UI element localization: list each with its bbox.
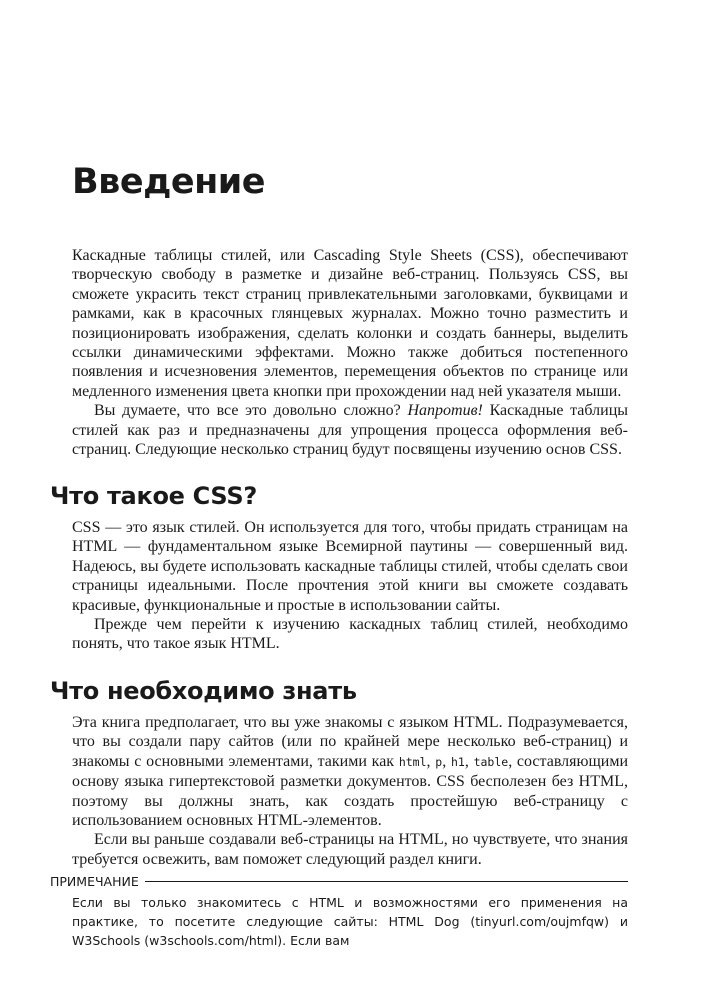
section1-text xyxy=(72,518,628,654)
code-separator: , xyxy=(426,752,436,770)
chapter-title: Введение xyxy=(72,162,266,202)
code-table: table xyxy=(473,754,509,769)
intro-p2-start: Вы думаете, что все это довольно сложно? xyxy=(94,402,408,420)
intro-paragraph-1: Каскадные таблицы стилей, или Cascading Style Sheets (CSS), обеспечивают творческую свободу в разметке и дизайне веб-страниц. Пользуясь CSS, вы сможете украсить текст страниц привлекательными заголовками, буквицами и рамками, как в красочных глянцевых журналах. Можно точно разместить и позиционировать изображения, сделать колонки и создать баннеры, выделить ссылки динамическими эффектами. Можно также добиться постепенного появления и исчезновения элементов, перемещения объектов по странице или медленного изменения цвета кнопки при прохождении над ней указателя мыши. xyxy=(72,247,628,400)
intro-text xyxy=(72,246,628,459)
note-label: ПРИМЕЧАНИЕ xyxy=(50,874,139,889)
intro-p2-emphasis: Напротив! xyxy=(407,402,483,420)
section2-p1-end: , составляющими основу языка гипертекстовой разметки документов. CSS бесполезен без HTML, поэтому вы должны знать, как создать простейшую веб-страницу с использованием основных HTML-элементов. xyxy=(72,752,629,830)
section1-paragraph-2: Прежде чем перейти к изучению каскадных таблиц стилей, необходимо понять, что такое язык HTML. xyxy=(72,616,628,653)
section2-text xyxy=(72,713,628,869)
note-divider xyxy=(145,881,628,882)
code-separator: , xyxy=(464,752,474,770)
note-text: Если вы только знакомитесь с HTML и возможностями его применения на практике, то посетите следующие сайты: HTML Dog (tinyurl.com/oujmfqw) и W3Schools (w3schools.com/html). Если вам xyxy=(72,895,628,948)
section1-paragraph-1: CSS — это язык стилей. Он используется для того, чтобы придать страницам на HTML — фундаментальном языке Всемирной паутины — совершенный вид. Надеюсь, вы будете использовать каскадные таблицы стилей, чтобы сделать свои страницы идеальными. После прочтения этой книги вы сможете создавать красивые, функциональные и простые в использовании сайты. xyxy=(72,519,628,614)
code-h1: h1 xyxy=(450,754,465,769)
code-p: p xyxy=(435,754,443,769)
section2-paragraph-2: Если вы раньше создавали веб-страницы на HTML, но чувствуете, что знания требуется освежить, вам поможет следующий раздел книги. xyxy=(72,831,628,868)
intro-paragraph-2 xyxy=(72,401,628,459)
note-header xyxy=(50,874,628,889)
intro-p2-end: Каскадные таблицы стилей как раз и предназначены для упрощения процесса оформления веб-страниц. Следующие несколько страниц будут посвящены изучению основ CSS. xyxy=(72,402,629,459)
code-html: html xyxy=(398,754,427,769)
section2-paragraph-1 xyxy=(72,713,628,830)
section2-p1-start: Эта книга предполагает, что вы уже знакомы с языком HTML. Подразумевается, что вы создали пару сайтов (или по крайней мере несколько веб-страниц) и знакомы с основными элементами, такими как xyxy=(72,714,628,770)
section-heading-what-is-css: Что такое CSS? xyxy=(50,482,257,510)
section-heading-prerequisites: Что необходимо знать xyxy=(50,677,357,705)
code-separator: , xyxy=(442,752,451,770)
